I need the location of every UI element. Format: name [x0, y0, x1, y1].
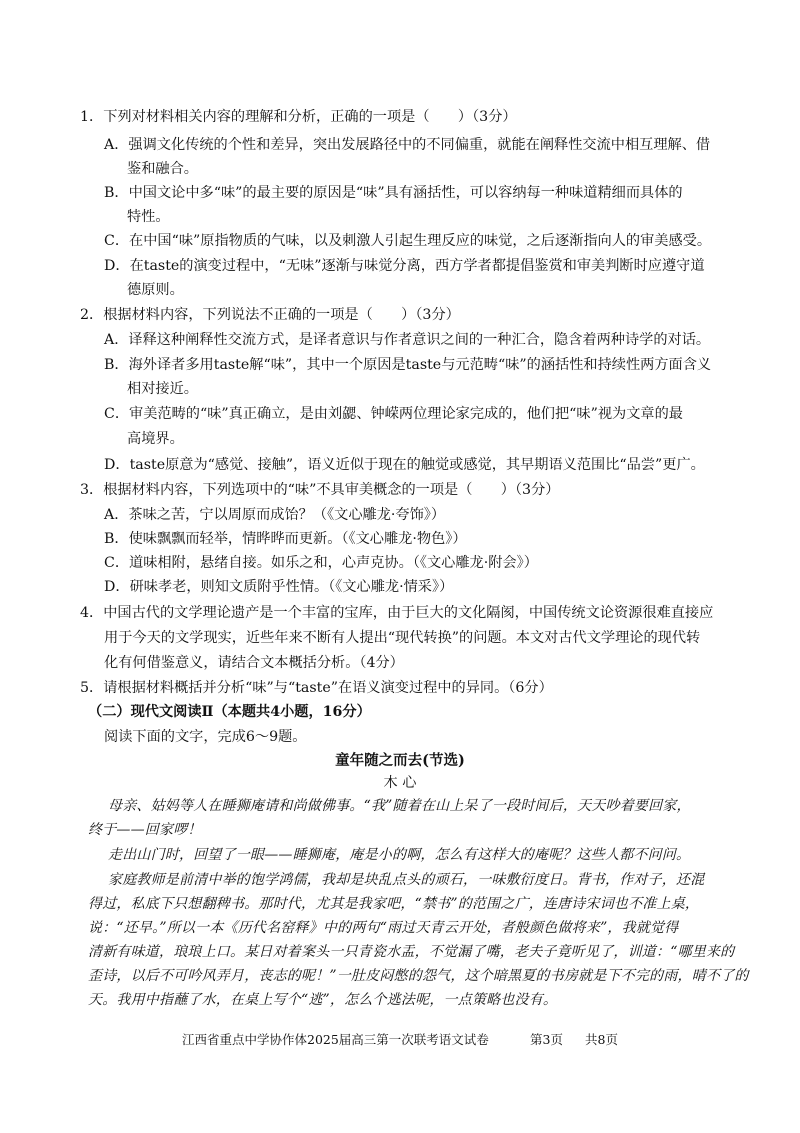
q1-option-b: B．中国文论中多“味”的最主要的原因是“味”具有涵括性，可以容纳每一种味道精细而具体的 [104, 185, 683, 201]
footer-total-pages: 共8页 [585, 1032, 618, 1047]
passage-p3-line-1: 家庭教师是前清中举的饱学鸿儒，我却是块乱点头的顽石，一味敷衍度日。背书，作对子，还混 [108, 872, 705, 888]
q1-option-d: D．在taste的演变过程中，“无味”逐渐与味觉分离，西方学者都提倡鉴赏和审美判断时应遵守道 [104, 258, 705, 274]
passage-p3-line-4: 清新有味道，琅琅上口。某日对着案头一只青瓷水盂，不觉漏了嘴，老夫子竟听见了，训道：“哪里来的 [88, 944, 735, 960]
section-heading: （二）现代文阅读Ⅱ（本题共4小题，16分） [88, 704, 371, 720]
passage-p1-line-1: 母亲、姑妈等人在睡狮庵请和尚做佛事。“我”随着在山上呆了一段时间后，天天吵着要回家， [108, 798, 691, 814]
q3-option-a: A．茶味之苦，宁以周原而成饴？（《文心雕龙·夸饰》） [104, 507, 446, 523]
q1-option-d-cont: 德原则。 [127, 282, 184, 298]
passage-p3-line-3: 说：“还早。”所以一本《历代名窑释》中的两句“雨过天青云开处，者般颜色做将来”，我就觉得 [88, 920, 679, 936]
q3-option-c: C．道味相附，悬绪自接。如乐之和，心声克协。（《文心雕龙·附会》） [104, 555, 538, 571]
q1-option-b-cont: 特性。 [127, 209, 170, 225]
q1-option-a: A．强调文化传统的个性和差异，突出发展路径中的不同偏重，就能在阐释性交流中相互理解、借 [104, 137, 711, 153]
q2-option-a: A．译释这种阐释性交流方式，是译者意识与作者意识之间的一种汇合，隐含着两种诗学的对话。 [104, 332, 711, 348]
q3-stem: 3．根据材料内容，下列选项中的“味”不具审美概念的一项是（ ）（3分） [80, 482, 560, 498]
q2-option-d: D．taste原意为“感觉、接触”，语义近似于现在的触觉或感觉，其早期语义范围比“品尝”更广。 [104, 457, 705, 473]
q4-line-2: 用于今天的文学现实，近些年来不断有人提出“现代转换”的问题。本文对古代文学理论的现代转 [104, 630, 701, 646]
q4-line-1: 4．中国古代的文学理论遗产是一个丰富的宝库，由于巨大的文化隔阂，中国传统文论资源很难直接应 [80, 605, 714, 621]
passage-p3-line-2: 得过，私底下只想翻稗书。那时代，尤其是我家吧，“禁书”的范围之广，连唐诗宋词也不准上桌， [88, 896, 700, 912]
q1-option-a-cont: 鉴和融合。 [127, 161, 198, 177]
passage-p1-line-2: 终于——回家啰！ [88, 822, 202, 838]
q2-option-c: C．审美范畴的“味”真正确立，是由刘勰、钟嵘两位理论家完成的，他们把“味”视为文章的最 [104, 406, 683, 422]
passage-p3-line-6: 天。我用中指蘸了水，在桌上写个“逃”，怎么个逃法呢，一点策略也没有。 [88, 992, 558, 1008]
passage-title: 童年随之而去(节选) [335, 752, 465, 769]
q4-line-3: 化有何借鉴意义，请结合文本概括分析。（4分） [104, 655, 404, 671]
footer-exam-title: 江西省重点中学协作体2025届高三第一次联考语文试卷 [182, 1032, 489, 1047]
reading-instruction: 阅读下面的文字，完成6～9题。 [104, 729, 307, 745]
passage-author: 木 心 [383, 775, 417, 791]
passage-p3-line-5: 歪诗，以后不可吟风弄月，丧志的呢！”一肚皮闷憋的怨气，这个暗黑夏的书房就是下不完的雨，晴不了的 [88, 968, 749, 984]
q5-line-1: 5．请根据材料概括并分析“味”与“taste”在语义演变过程中的异同。（6分） [80, 680, 553, 696]
q1-option-c: C．在中国“味”原指物质的气味，以及刺激人引起生理反应的味觉，之后逐渐指向人的审美感受。 [104, 233, 712, 249]
q3-option-d: D．研味孝老，则知文质附乎性情。（《文心雕龙·情采》） [104, 579, 454, 595]
q2-option-b: B．海外译者多用taste解“味”，其中一个原因是taste与元范畴“味”的涵括性和持续性两方面含义 [104, 357, 712, 373]
q2-option-b-cont: 相对接近。 [127, 381, 198, 397]
q2-option-c-cont: 高境界。 [127, 431, 184, 447]
q1-stem: 1．下列对材料相关内容的理解和分析，正确的一项是（ ）（3分） [80, 109, 517, 125]
footer-page-number: 第3页 [530, 1032, 563, 1047]
q2-stem: 2．根据材料内容，下列说法不正确的一项是（ ）（3分） [80, 307, 460, 323]
q3-option-b: B．使味飘飘而轻举，情晔晔而更新。（《文心雕龙·物色》） [104, 531, 467, 547]
passage-p2: 走出山门时，回望了一眼——睡狮庵，庵是小的啊，怎么有这样大的庵呢？这些人都不问问。 [108, 847, 691, 863]
